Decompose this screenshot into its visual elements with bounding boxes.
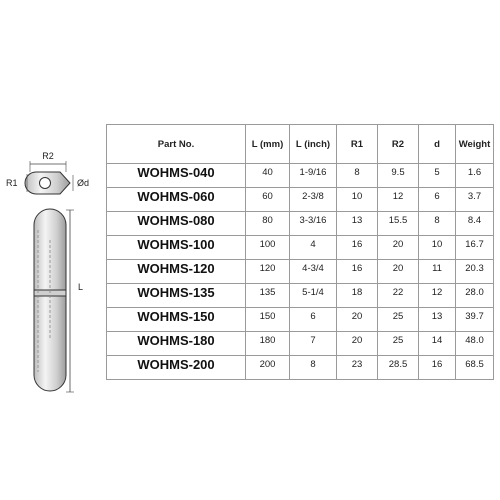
cell-l-inch	[290, 356, 337, 380]
cell-r2	[378, 332, 419, 356]
cell-value: 68.5	[465, 359, 484, 370]
cell-r2	[378, 356, 419, 380]
cell-r2	[378, 188, 419, 212]
cell-value: 20	[392, 263, 404, 274]
cell-value: 40	[262, 167, 273, 178]
cell-part-no	[107, 236, 246, 260]
cell-value: 200	[259, 359, 276, 370]
cell-r2	[378, 284, 419, 308]
cell-value: 14	[431, 335, 443, 346]
header-l-mm: L (mm)	[246, 125, 290, 164]
cell-value: 1.6	[467, 167, 482, 178]
cell-r1	[337, 164, 378, 188]
cell-l-mm	[246, 308, 290, 332]
header-r1: R1	[337, 125, 378, 164]
cell-value: 120	[259, 263, 276, 274]
cell-r2	[378, 260, 419, 284]
cell-d	[419, 284, 456, 308]
cell-value: 28.0	[465, 287, 484, 298]
cell-l-mm	[246, 356, 290, 380]
cell-value: 39.7	[465, 311, 484, 322]
table-header-row	[107, 125, 494, 164]
cell-value: 8	[434, 215, 440, 226]
cell-value: 13	[351, 215, 363, 226]
cell-value: 20	[351, 335, 363, 346]
r2-label: R2	[42, 151, 54, 161]
cell-weight	[456, 236, 494, 260]
cell-l-inch	[290, 260, 337, 284]
cell-r1	[337, 188, 378, 212]
cell-l-mm	[246, 164, 290, 188]
cell-r1	[337, 236, 378, 260]
cell-l-inch	[290, 164, 337, 188]
cell-value: 135	[259, 287, 276, 298]
cell-value: 16	[431, 359, 443, 370]
cell-value: 16.7	[465, 239, 484, 250]
cell-value: 48.0	[465, 335, 484, 346]
cell-value: WOHMS-060	[137, 189, 215, 204]
cell-value: 1-9/16	[299, 167, 327, 178]
cell-value: WOHMS-200	[137, 357, 215, 372]
cell-d	[419, 164, 456, 188]
cell-l-mm	[246, 260, 290, 284]
cell-d	[419, 212, 456, 236]
cell-value: WOHMS-135	[137, 285, 215, 300]
cell-value: 20.3	[465, 263, 484, 274]
cell-part-no	[107, 164, 246, 188]
specification-table	[106, 124, 494, 380]
cell-l-inch	[290, 188, 337, 212]
cell-value: WOHMS-080	[137, 213, 215, 228]
cell-l-inch	[290, 284, 337, 308]
cell-weight	[456, 188, 494, 212]
cell-d	[419, 332, 456, 356]
cell-value: 8	[310, 359, 316, 370]
cell-value: 3-3/16	[299, 215, 327, 226]
table-row	[107, 260, 494, 284]
cell-value: WOHMS-150	[137, 309, 215, 324]
cell-weight	[456, 308, 494, 332]
cell-weight	[456, 332, 494, 356]
cell-value: 6	[434, 191, 440, 202]
cell-weight	[456, 164, 494, 188]
cell-value: 5	[434, 167, 440, 178]
cell-value: WOHMS-120	[137, 261, 215, 276]
cell-value: 12	[431, 287, 443, 298]
table-row	[107, 236, 494, 260]
cell-r1	[337, 308, 378, 332]
cell-value: 28.5	[388, 359, 408, 370]
cell-value: 20	[392, 239, 404, 250]
header-part-no: Part No.	[107, 125, 246, 164]
cell-value: WOHMS-040	[137, 165, 215, 180]
cell-value: 25	[392, 311, 404, 322]
table-row	[107, 356, 494, 380]
cell-value: 5-1/4	[302, 287, 324, 298]
cell-value: WOHMS-180	[137, 333, 215, 348]
cell-value: 16	[351, 239, 363, 250]
cell-value: 12	[392, 191, 404, 202]
cell-l-inch	[290, 236, 337, 260]
cell-value: 13	[431, 311, 443, 322]
cell-part-no	[107, 284, 246, 308]
hinge-end-view	[6, 151, 89, 194]
cell-value: 8	[354, 167, 360, 178]
table-row	[107, 284, 494, 308]
cell-weight	[456, 284, 494, 308]
cell-l-mm	[246, 284, 290, 308]
cell-r1	[337, 212, 378, 236]
cell-part-no	[107, 332, 246, 356]
cell-value: 18	[351, 287, 363, 298]
cell-l-mm	[246, 212, 290, 236]
cell-l-inch	[290, 332, 337, 356]
cell-part-no	[107, 260, 246, 284]
table-row	[107, 164, 494, 188]
cell-l-mm	[246, 188, 290, 212]
cell-value: WOHMS-100	[137, 237, 215, 252]
cell-d	[419, 188, 456, 212]
cell-d	[419, 308, 456, 332]
cell-r1	[337, 356, 378, 380]
cell-value: 2-3/8	[302, 191, 324, 202]
cell-value: 6	[310, 311, 316, 322]
cell-part-no	[107, 188, 246, 212]
cell-value: 150	[259, 311, 276, 322]
hinge-side-view	[34, 209, 83, 392]
cell-d	[419, 236, 456, 260]
header-d: d	[419, 125, 456, 164]
cell-weight	[456, 260, 494, 284]
cell-l-inch	[290, 212, 337, 236]
cell-d	[419, 356, 456, 380]
cell-r2	[378, 236, 419, 260]
cell-r1	[337, 260, 378, 284]
cell-r2	[378, 164, 419, 188]
table-row	[107, 332, 494, 356]
cell-value: 4-3/4	[302, 263, 324, 274]
cell-value: 8.4	[467, 215, 482, 226]
cell-l-mm	[246, 332, 290, 356]
cell-r2	[378, 308, 419, 332]
l-label: L	[78, 282, 84, 292]
cell-value: 3.7	[467, 191, 482, 202]
cell-r1	[337, 284, 378, 308]
cell-l-mm	[246, 236, 290, 260]
header-weight: Weight	[456, 125, 494, 164]
cell-value: 4	[310, 239, 316, 250]
cell-part-no	[107, 212, 246, 236]
cell-value: 9.5	[391, 167, 405, 178]
cell-value: 10	[351, 191, 363, 202]
cell-part-no	[107, 308, 246, 332]
pin-hole	[40, 178, 51, 189]
table-row	[107, 188, 494, 212]
cell-value: 7	[310, 335, 316, 346]
cell-value: 22	[392, 287, 404, 298]
cell-value: 23	[351, 359, 363, 370]
d-label: Ød	[77, 178, 90, 188]
cell-value: 100	[259, 239, 276, 250]
cell-weight	[456, 212, 494, 236]
cell-value: 10	[431, 239, 443, 250]
cell-value: 180	[259, 335, 276, 346]
cell-value: 80	[262, 215, 273, 226]
cell-weight	[456, 356, 494, 380]
header-r2: R2	[378, 125, 419, 164]
cell-value: 20	[351, 311, 363, 322]
header-l-inch: L (inch)	[290, 125, 337, 164]
cell-r1	[337, 332, 378, 356]
cell-value: 16	[351, 263, 363, 274]
table-row	[107, 308, 494, 332]
cell-d	[419, 260, 456, 284]
cell-value: 11	[432, 263, 442, 274]
table-row	[107, 212, 494, 236]
cell-value: 15.5	[388, 215, 408, 226]
cell-r2	[378, 212, 419, 236]
cell-value: 60	[262, 191, 273, 202]
cell-l-inch	[290, 308, 337, 332]
cell-value: 25	[392, 335, 404, 346]
r1-label: R1	[6, 178, 18, 188]
cell-part-no	[107, 356, 246, 380]
